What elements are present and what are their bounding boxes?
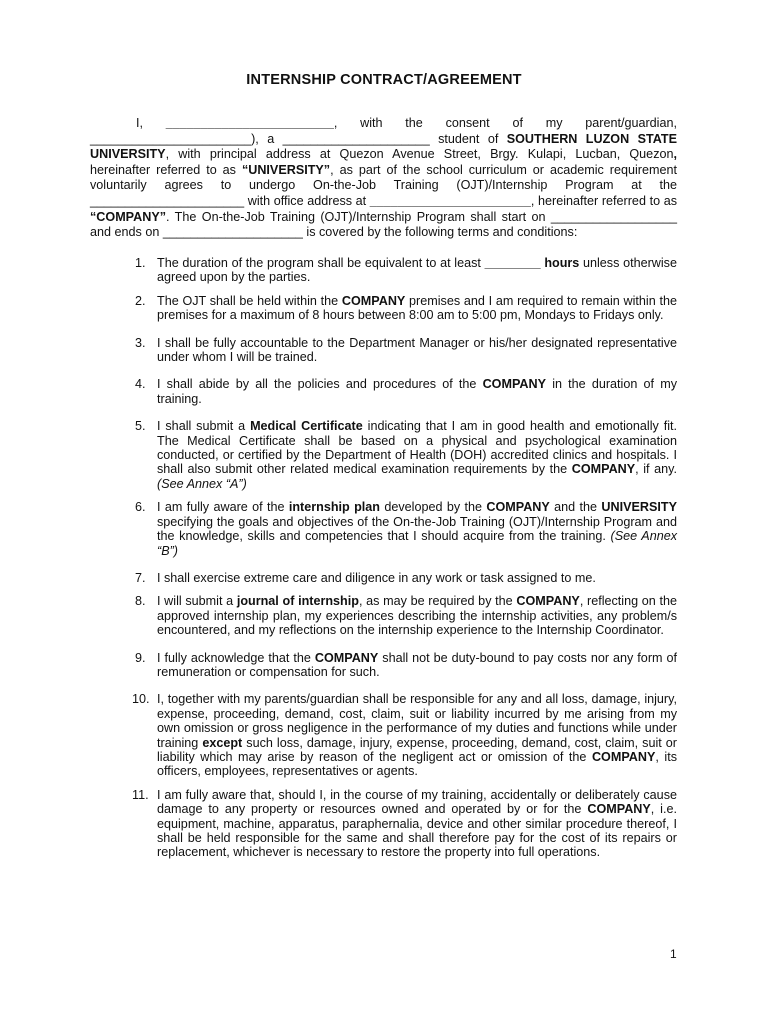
term-item: 8. I will submit a journal of internship, as may be required by the COMPANY, reflecting on the approved internship plan, my experiences describing the internship activities, any problem/s encountered, and my reflections on the internship experience to the Internship Coordinator.	[135, 594, 677, 638]
term-item: 7. I shall exercise extreme care and diligence in any work or task assigned to me.	[135, 570, 596, 585]
term-item: 4. I shall abide by all the policies and procedures of the COMPANY in the duration of my training.	[135, 377, 677, 406]
name-blank: ________________________	[165, 116, 334, 130]
terms-list	[90, 256, 677, 860]
document-title: INTERNSHIP CONTRACT/AGREEMENT	[246, 72, 522, 88]
term-item: 3. I shall be fully accountable to the Department Manager or his/her designated representative under whom I will be trained.	[135, 335, 677, 365]
start-date-blank: __________________	[550, 209, 677, 224]
address-blank: _______________________	[369, 193, 531, 208]
company-blank: ______________________	[90, 193, 245, 208]
annex-b-reference: (See Annex “B”)	[157, 529, 677, 558]
university-name: SOUTHERN LUZON STATE UNIVERSITY	[90, 131, 677, 162]
company-alias: “COMPANY”	[90, 209, 167, 224]
page-number: 1	[670, 947, 677, 961]
term-item: 10. I, together with my parents/guardian shall be responsible for any and all loss, damage, injury, expense, proceeding, demand, cost, claim, suit or liability incurred by me arising from my own omission or gross negligence in the performance of my duties and functions while under training except such loss, damage, injury, expense, proceeding, demand, cost, claim, suit or liability which may arise by reason of the negligent act or omission of the COMPANY, its officers, employees, representatives or agents.	[132, 692, 678, 779]
term-item: 1. The duration of the program shall be equivalent to at least ________ hours unless otherwise agreed upon by the parties.	[135, 256, 677, 285]
hours-blank: ________	[484, 256, 541, 270]
end-date-blank: ____________________	[162, 225, 303, 240]
course-blank: _____________________	[282, 131, 430, 146]
term-item: 9. I fully acknowledge that the COMPANY shall not be duty-bound to pay costs nor any form of remuneration or compensation for such.	[135, 650, 677, 679]
term-item: 11. I am fully aware that, should I, in the course of my training, accidentally or deliberately cause damage to any property or resources owned and operated by or for the COMPANY, i.e. equipment, machine, apparatus, paraphernalia, device and other similar procedure thereof, I shall be held responsible for the same and shall therefore pay for the cost of its repairs or replacement, whichever is necessary to restore the property into full operations.	[132, 787, 677, 860]
intro-paragraph: I, ________________________, with the consent of my parent/guardian, _______________________), a _____________________ student of SOUTHERN LUZON STATE UNIVERSITY, with principal address at Quezon Avenue Street, Brgy. Kulapi, Lucban, Quezon, hereinafter referred to as “UNIVERSITY”, as part of the school curriculum or academic requirement voluntarily agrees to undergo On-the-Job Training (OJT)/Internship Program at the ______________________ with office address at _______________________, hereinafter referred to as “COMPANY”. The On-the-Job Training (OJT)/Internship Program shall start on __________________ and ends on ____________________ is covered by the following terms and conditions:	[90, 116, 678, 240]
term-item: 5. I shall submit a Medical Certificate indicating that I am in good health and emotionally fit. The Medical Certificate shall be based on a physical and psychological examination conducted, or certified by the Department of Health (DOH) accredited clinics and hospitals. I shall also submit other related medical examination requirements by the COMPANY, if any. (See Annex “A”)	[135, 419, 677, 491]
term-item: 2. The OJT shall be held within the COMPANY premises and I am required to remain within the premises for a maximum of 8 hours between 8:00 am to 5:00 pm, Mondays to Fridays only.	[135, 293, 677, 323]
term-item: 6. I am fully aware of the internship plan developed by the COMPANY and the UNIVERSITY specifying the goals and objectives of the On-the-Job Training (OJT)/Internship Program and the knowledge, skills and competencies that I should acquire from the training. (See Annex “B”)	[135, 500, 677, 558]
annex-a-reference: (See Annex “A”)	[157, 476, 247, 491]
university-alias: “UNIVERSITY”	[241, 162, 331, 177]
guardian-blank: _______________________	[90, 131, 252, 146]
